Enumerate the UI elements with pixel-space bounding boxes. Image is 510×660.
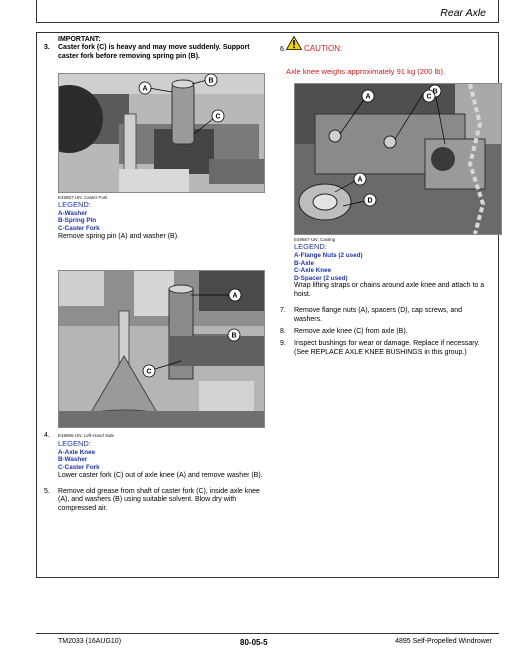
left-hand-side-photo xyxy=(58,270,265,428)
footer-product-name: 4895 Self-Propelled Windrower xyxy=(395,638,492,645)
callout-label: B xyxy=(432,88,438,96)
important-label: IMPORTANT: xyxy=(58,36,101,43)
legend-item: D-Spacer (2 used) xyxy=(294,274,348,282)
footer-manual-id: TM2033 (16AUG10) xyxy=(58,638,122,645)
step-number: 4. xyxy=(44,431,50,439)
legend-item: A-Flange Nuts (2 used) xyxy=(294,251,363,259)
legend-item: A-Washer xyxy=(58,209,88,217)
header-bar xyxy=(36,0,499,23)
callout-a-label: A xyxy=(232,292,238,300)
legend-title: LEGEND: xyxy=(58,439,91,449)
legend-item: A-Axle Knee xyxy=(58,448,96,456)
step-9 xyxy=(280,340,492,357)
step-4-caption xyxy=(44,432,266,440)
step-8 xyxy=(280,328,492,336)
callout-label: D xyxy=(367,197,373,205)
legend-item: C-Caster Fork xyxy=(58,464,100,471)
caution-header xyxy=(280,36,492,66)
right-column xyxy=(280,36,492,357)
legend-item: C-Caster Fork xyxy=(58,224,100,232)
legend-item: B-Axle xyxy=(294,259,314,267)
step-4-text: Lower caster fork (C) out of axle knee (A) and remove washer (B). xyxy=(58,471,263,479)
callout-label: C xyxy=(426,93,432,101)
caster-fork-photo xyxy=(58,73,265,193)
warning-icon xyxy=(286,36,302,50)
footer-rule xyxy=(36,633,499,634)
step-text: Remove axle knee (C) from axle (B). xyxy=(294,327,408,335)
step-7 xyxy=(280,307,492,324)
step-number: 5. xyxy=(44,488,50,495)
footer-page-number: 80-05-5 xyxy=(240,638,268,647)
step-text: Inspect bushings for wear or damage. Replace if necessary. (See REPLACE AXLE KNEE BUSHINGS in this group.) xyxy=(294,340,480,356)
callout-c-label: C xyxy=(146,368,152,376)
callout-label: A xyxy=(365,93,371,101)
figure-caption: E49865-UN: Left-Hand Side xyxy=(58,432,115,438)
callout-c-label: C xyxy=(215,113,221,121)
step-number: 3. xyxy=(44,44,50,52)
step-3 xyxy=(44,44,266,61)
left-column xyxy=(44,36,266,513)
step-number: 8. xyxy=(280,327,286,335)
step-text: Remove flange nuts (A), spacers (D), cap screws, and washers. xyxy=(294,307,463,323)
step-text: Caster fork (C) is heavy and may move suddenly. Support caster fork before removing spring pin (B). xyxy=(58,44,250,60)
legend-item: B-Washer xyxy=(58,456,88,464)
step-number: 6. xyxy=(280,46,286,53)
step-6-text: Wrap lifting straps or chains around axle knee and attach to a hoist. xyxy=(294,282,485,298)
casting-photo xyxy=(294,83,502,235)
legend-title: LEGEND: xyxy=(58,200,91,210)
section-title: Rear Axle xyxy=(440,7,486,19)
step-number: 9. xyxy=(280,340,286,348)
figure-caption: E49867-UN: Casting xyxy=(294,237,336,243)
step-5 xyxy=(44,488,266,513)
step-text: Remove old grease from shaft of caster fork (C), inside axle knee (A), and washers (B) using suitable solvent. Blow dry with compressed air. xyxy=(58,488,260,512)
caution-title: CAUTION: xyxy=(304,44,343,53)
legend-title: LEGEND: xyxy=(294,242,327,252)
callout-b-label: B xyxy=(231,332,237,340)
step-number: 7. xyxy=(280,307,286,315)
instruction-text: Remove spring pin (A) and washer (B). xyxy=(58,232,179,240)
callout-a-label: A xyxy=(142,85,148,93)
callout-b-label: B xyxy=(208,77,214,85)
figure-caption: E49867-UN: Caster Fork xyxy=(58,195,108,201)
legend-item: B-Spring Pin xyxy=(58,217,97,225)
caution-text: Axle knee weighs approximately 91 kg (200 lb). xyxy=(286,67,446,76)
callout-label: A xyxy=(357,176,363,184)
legend-item: C-Axle Knee xyxy=(294,267,332,275)
